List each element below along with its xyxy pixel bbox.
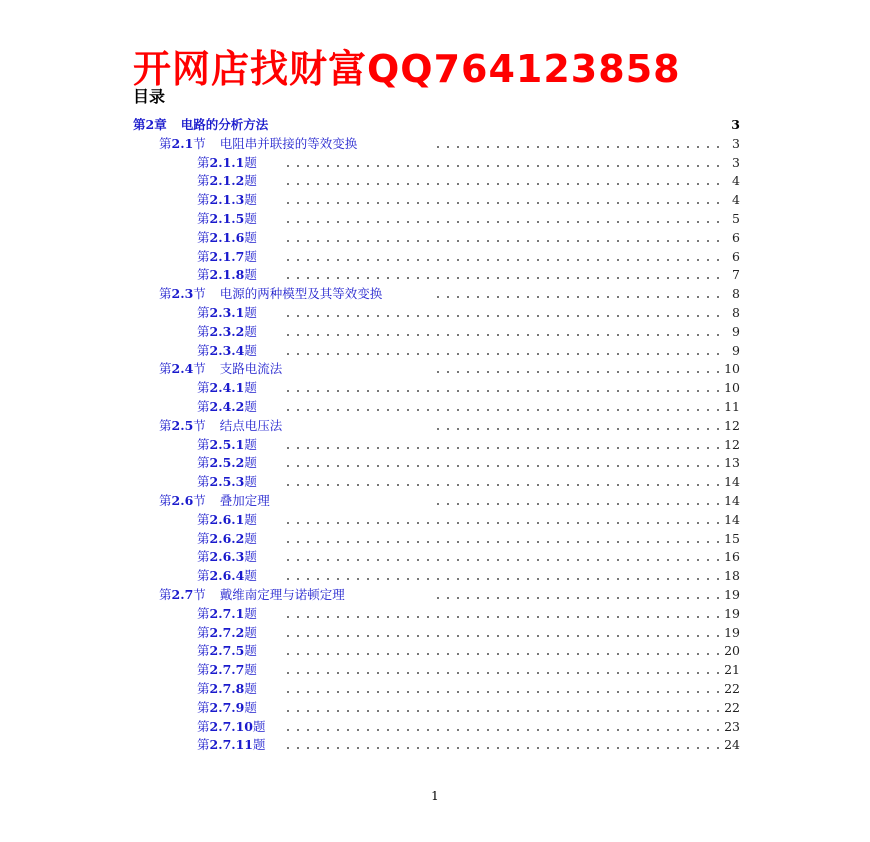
toc-problem-entry[interactable] [133,680,740,699]
problem-page-number: 22 [720,680,740,699]
dot-leader [283,390,720,392]
toc-problem-entry[interactable] [133,530,740,549]
toc-problem-entry[interactable] [133,699,740,718]
dot-leader [283,635,720,637]
dot-leader [283,672,720,674]
dot-leader [433,146,720,148]
toc-section-entry[interactable] [133,492,740,511]
problem-page-number: 20 [720,642,740,661]
toc-section-entry[interactable] [133,285,740,304]
toc-problem-entry[interactable] [133,661,740,680]
problem-page-number: 14 [720,511,740,530]
problem-page-number: 19 [720,605,740,624]
problem-label[interactable]: 第2.6.2题 [197,530,261,549]
problem-label[interactable]: 第2.7.9题 [197,699,261,718]
problem-label[interactable]: 第2.6.1题 [197,511,261,530]
section-page-number: 8 [728,285,740,304]
toc-problem-entry[interactable] [133,379,740,398]
dot-leader [283,409,720,411]
section-label[interactable]: 第2.1节 电阻串并联接的等效变换 [159,135,361,154]
toc-section-entry[interactable] [133,135,740,154]
banner-text: 开网店找财富QQ764123858 [133,47,681,91]
toc-problem-entry[interactable] [133,154,740,173]
problem-label[interactable]: 第2.3.2题 [197,323,261,342]
problem-label[interactable]: 第2.1.5题 [197,210,261,229]
problem-page-number: 12 [720,436,740,455]
toc-problem-entry[interactable] [133,624,740,643]
toc-problem-entry[interactable] [133,511,740,530]
section-label[interactable]: 第2.7节 戴维南定理与诺顿定理 [159,586,349,605]
problem-label[interactable]: 第2.5.2题 [197,454,261,473]
problem-label[interactable]: 第2.5.3题 [197,473,261,492]
dot-leader [283,315,720,317]
problem-page-number: 15 [720,530,740,549]
dot-leader [283,747,720,749]
problem-page-number: 7 [728,266,740,285]
dot-leader [283,541,720,543]
toc-problem-entry[interactable] [133,229,740,248]
problem-page-number: 4 [728,172,740,191]
problem-label[interactable]: 第2.7.8题 [197,680,261,699]
problem-label[interactable]: 第2.3.4题 [197,342,261,361]
toc-section-entry[interactable] [133,417,740,436]
dot-leader [283,691,720,693]
problem-label[interactable]: 第2.1.2题 [197,172,261,191]
section-page-number: 12 [720,417,740,436]
dot-leader [283,259,720,261]
dot-leader [283,484,720,486]
section-page-number: 3 [728,135,740,154]
dot-leader [283,559,720,561]
problem-page-number: 3 [728,154,740,173]
toc-problem-entry[interactable] [133,718,740,737]
problem-label[interactable]: 第2.7.7题 [197,661,261,680]
dot-leader [433,503,720,505]
toc-problem-entry[interactable] [133,191,740,210]
problem-page-number: 6 [728,248,740,267]
section-page-number: 10 [720,360,740,379]
problem-label[interactable]: 第2.6.4题 [197,567,261,586]
problem-label[interactable]: 第2.1.3题 [197,191,261,210]
problem-label[interactable]: 第2.4.1题 [197,379,261,398]
toc-problem-entry[interactable] [133,454,740,473]
section-page-number: 14 [720,492,740,511]
problem-page-number: 24 [720,736,740,755]
problem-page-number: 16 [720,548,740,567]
toc-problem-entry[interactable] [133,210,740,229]
toc-problem-entry[interactable] [133,172,740,191]
problem-page-number: 11 [720,398,740,417]
problem-label[interactable]: 第2.1.1题 [197,154,261,173]
toc-section-entry[interactable] [133,586,740,605]
dot-leader [283,710,720,712]
dot-leader [283,240,720,242]
toc-problem-entry[interactable] [133,473,740,492]
problem-page-number: 6 [728,229,740,248]
toc-problem-entry[interactable] [133,567,740,586]
problem-label[interactable]: 第2.7.1题 [197,605,261,624]
section-label[interactable]: 第2.6节 叠加定理 [159,492,274,511]
problem-page-number: 9 [728,323,740,342]
table-of-contents [133,116,740,755]
problem-page-number: 4 [728,191,740,210]
dot-leader [433,428,720,430]
problem-page-number: 19 [720,624,740,643]
dot-leader [283,353,720,355]
problem-page-number: 22 [720,699,740,718]
problem-label[interactable]: 第2.7.11题 [197,736,270,755]
page-number: 1 [431,789,439,803]
toc-problem-entry[interactable] [133,642,740,661]
dot-leader [433,371,720,373]
problem-page-number: 21 [720,661,740,680]
dot-leader [283,447,720,449]
problem-label[interactable]: 第2.3.1题 [197,304,261,323]
toc-problem-entry[interactable] [133,342,740,361]
problem-label[interactable]: 第2.5.1题 [197,436,261,455]
problem-label[interactable]: 第2.1.6题 [197,229,261,248]
toc-problem-entry[interactable] [133,266,740,285]
problem-page-number: 23 [720,718,740,737]
dot-leader [283,522,720,524]
toc-chapter-entry[interactable] [133,116,740,135]
dot-leader [283,653,720,655]
toc-problem-entry[interactable] [133,304,740,323]
dot-leader [283,334,720,336]
problem-page-number: 8 [728,304,740,323]
toc-title: 目录 [133,87,166,106]
toc-problem-entry[interactable] [133,248,740,267]
toc-problem-entry[interactable] [133,398,740,417]
problem-page-number: 10 [720,379,740,398]
dot-leader [283,729,720,731]
section-label[interactable]: 第2.5节 结点电压法 [159,417,286,436]
toc-section-entry[interactable] [133,360,740,379]
dot-leader [283,616,720,618]
problem-label[interactable]: 第2.7.10题 [197,718,270,737]
toc-problem-entry[interactable] [133,548,740,567]
problem-label[interactable]: 第2.6.3题 [197,548,261,567]
problem-page-number: 14 [720,473,740,492]
dot-leader [433,296,720,298]
problem-page-number: 18 [720,567,740,586]
problem-label[interactable]: 第2.1.7题 [197,248,261,267]
problem-page-number: 13 [720,454,740,473]
dot-leader [283,578,720,580]
problem-page-number: 5 [728,210,740,229]
toc-problem-entry[interactable] [133,736,740,755]
chapter-page-number: 3 [727,116,740,135]
dot-leader [433,597,720,599]
dot-leader [283,465,720,467]
toc-problem-entry[interactable] [133,436,740,455]
dot-leader [283,165,720,167]
problem-label[interactable]: 第2.4.2题 [197,398,261,417]
problem-label[interactable]: 第2.7.2题 [197,624,261,643]
dot-leader [283,277,720,279]
toc-problem-entry[interactable] [133,605,740,624]
section-label[interactable]: 第2.4节 支路电流法 [159,360,286,379]
problem-page-number: 9 [728,342,740,361]
problem-label[interactable]: 第2.7.5题 [197,642,261,661]
toc-problem-entry[interactable] [133,323,740,342]
dot-leader [283,202,720,204]
dot-leader [283,221,720,223]
section-label[interactable]: 第2.3节 电源的两种模型及其等效变换 [159,285,386,304]
problem-label[interactable]: 第2.1.8题 [197,266,261,285]
section-page-number: 19 [720,586,740,605]
chapter-label[interactable]: 第2章 电路的分析方法 [133,116,272,135]
dot-leader [283,183,720,185]
